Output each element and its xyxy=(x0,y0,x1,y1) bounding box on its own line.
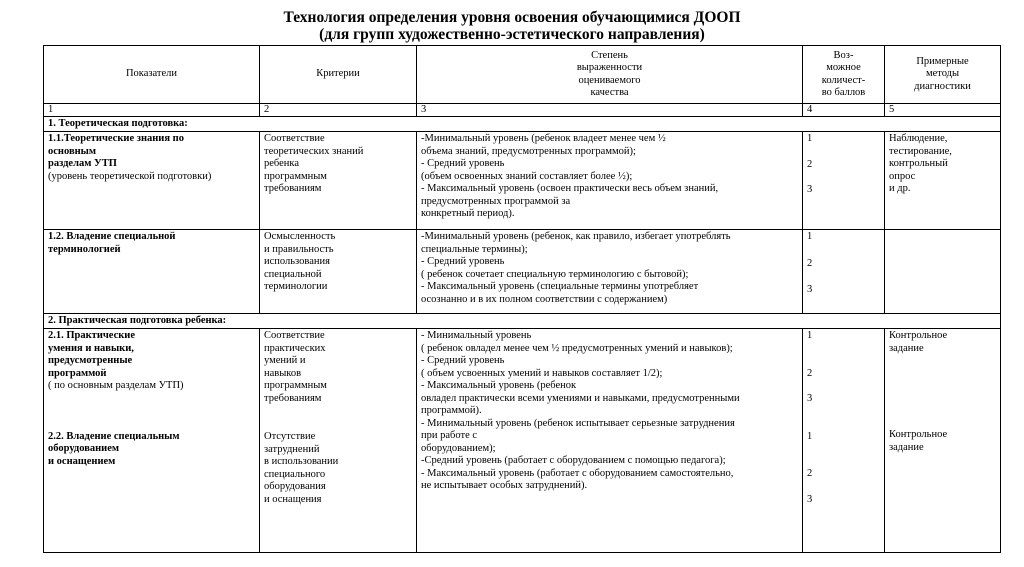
degree-line: предусмотренных программой за xyxy=(421,195,571,207)
methods-cell xyxy=(885,329,1001,553)
degree-line: - Средний уровень xyxy=(421,158,505,169)
column-number: 3 xyxy=(417,104,803,117)
title-line-2: (для групп художественно-эстетического направления) xyxy=(319,26,705,43)
indicator-note: (уровень теоретической подготовки) xyxy=(48,170,212,182)
score-value: 3 xyxy=(807,284,813,295)
criteria-line: использования xyxy=(264,256,330,267)
methods-cell xyxy=(885,230,1001,314)
degree-cell xyxy=(417,230,803,314)
section-practice-title: 2. Практическая подготовка ребенка: xyxy=(44,314,1001,329)
column-number: 5 xyxy=(885,104,1001,117)
methods-cell xyxy=(885,132,1001,230)
header-criteria: Критерии xyxy=(260,46,417,104)
methods-line: Контрольное xyxy=(889,429,948,440)
criteria-line: ребенка xyxy=(264,158,299,169)
score-value: 1 xyxy=(807,231,813,242)
header-indicators: Показатели xyxy=(44,46,260,104)
column-number: 4 xyxy=(803,104,885,117)
degree-line: объема знаний, предусмотренных программой); xyxy=(421,145,636,157)
degree-line: при работе с xyxy=(421,430,478,441)
indicator-cell xyxy=(44,132,260,230)
column-number-row xyxy=(44,104,1001,117)
criteria-line: теоретических знаний xyxy=(264,145,364,157)
criteria-line: специального xyxy=(264,468,326,480)
criteria-line: и правильность xyxy=(264,243,334,255)
degree-line: ( ребенок овладел менее чем ½ предусмотренных умений и навыков); xyxy=(421,342,733,354)
column-number: 1 xyxy=(44,104,260,117)
methods-line: опрос xyxy=(889,170,916,182)
header-points xyxy=(803,46,885,104)
degree-line: оборудованием); xyxy=(421,442,496,454)
criteria-cell xyxy=(260,132,417,230)
degree-line: - Максимальный уровень (работает с оборудованием самостоятельно, xyxy=(421,467,734,479)
indicator-line: программой xyxy=(48,367,107,379)
degree-line: - Минимальный уровень xyxy=(421,330,532,341)
criteria-line: навыков xyxy=(264,367,302,379)
document-title xyxy=(0,0,1024,43)
score-value: 2 xyxy=(807,468,813,479)
criteria-line: в использовании xyxy=(264,456,339,467)
header-methods xyxy=(885,46,1001,104)
score-value: 1 xyxy=(807,430,813,442)
degree-line: ( объем усвоенных умений и навыков составляет 1/2); xyxy=(421,367,663,379)
indicator-line: разделам УТП xyxy=(48,158,117,169)
degree-line: (объем освоенных знаний составляет более ½); xyxy=(421,170,633,182)
methods-line: тестирование, xyxy=(889,145,952,157)
criteria-line: Отсутствие xyxy=(264,431,316,442)
score-cell xyxy=(803,230,885,314)
degree-line: не испытывает особых затруднений). xyxy=(421,480,588,491)
indicator-line: 2.1. Практические xyxy=(48,330,136,341)
indicator-cell xyxy=(44,230,260,314)
degree-line: - Средний уровень xyxy=(421,256,505,267)
criteria-cell xyxy=(260,329,417,553)
assessment-table xyxy=(43,45,1001,553)
header-degree xyxy=(417,46,803,104)
criteria-line: практических xyxy=(264,342,326,354)
criteria-line: затруднений xyxy=(264,443,320,455)
indicator-line: 1.2. Владение специальной xyxy=(48,231,176,242)
header-points-line: Воз- xyxy=(833,49,854,61)
indicator-note: ( по основным разделам УТП) xyxy=(48,380,184,391)
criteria-line: терминологии xyxy=(264,281,328,292)
table-row xyxy=(44,132,1001,230)
degree-line: - Максимальный уровень (специальные термины употребляет xyxy=(421,281,699,292)
indicator-cell xyxy=(44,329,260,553)
criteria-line: и оснащения xyxy=(264,493,322,505)
score-value: 3 xyxy=(807,184,813,195)
criteria-line: требованиям xyxy=(264,392,322,404)
header-degree-line: Степень xyxy=(591,49,628,61)
degree-line: конкретный период). xyxy=(421,208,515,219)
degree-line: - Максимальный уровень (освоен практически весь объем знаний, xyxy=(421,183,719,194)
header-row xyxy=(44,46,1001,104)
header-points-line: во баллов xyxy=(821,87,866,98)
indicator-line: предусмотренные xyxy=(48,355,133,366)
degree-line: ( ребенок сочетает специальную терминологию с бытовой); xyxy=(421,268,689,280)
degree-line: специальные термины); xyxy=(421,243,528,255)
header-points-line: можное xyxy=(826,62,861,73)
title-line-1: Технология определения уровня освоения обучающимися ДООП xyxy=(283,9,741,26)
score-value: 2 xyxy=(807,158,813,170)
indicator-line: умения и навыки, xyxy=(48,342,134,354)
header-degree-line: оцениваемого xyxy=(578,74,641,86)
indicator-line: 1.1.Теоретические знания по xyxy=(48,133,184,144)
criteria-line: специальной xyxy=(264,268,322,280)
degree-line: - Средний уровень xyxy=(421,355,505,366)
criteria-line: умений и xyxy=(264,355,306,366)
column-number: 2 xyxy=(260,104,417,117)
methods-line: Контрольное xyxy=(889,330,948,341)
criteria-line: программным xyxy=(264,380,327,391)
score-value: 3 xyxy=(807,393,813,404)
header-methods-line: методы xyxy=(925,68,960,80)
criteria-line: Соответствие xyxy=(264,330,325,341)
score-value: 3 xyxy=(807,493,813,505)
header-points-line: количест- xyxy=(821,74,866,86)
indicator-line: 2.2. Владение специальным xyxy=(48,430,180,442)
criteria-line: требованиям xyxy=(264,183,322,194)
methods-line: Наблюдение, xyxy=(889,133,948,144)
methods-line: задание xyxy=(889,441,924,453)
degree-line: программой). xyxy=(421,405,482,416)
criteria-line: оборудования xyxy=(264,481,326,492)
indicator-line: основным xyxy=(48,145,97,157)
score-value: 1 xyxy=(807,133,813,144)
score-cell xyxy=(803,329,885,553)
indicator-line: оборудованием xyxy=(48,443,120,454)
section-theory-title: 1. Теоретическая подготовка: xyxy=(44,117,1001,132)
methods-line: и др. xyxy=(889,183,911,194)
degree-line: - Минимальный уровень (ребенок испытывает серьезные затруднения xyxy=(421,417,735,429)
indicator-line: и оснащением xyxy=(48,455,116,467)
degree-line: осознанно и в их полном соответствии с содержанием) xyxy=(421,293,668,305)
criteria-line: программным xyxy=(264,170,327,182)
table-row xyxy=(44,230,1001,314)
header-methods-line: Примерные xyxy=(916,55,969,67)
table-row xyxy=(44,329,1001,553)
criteria-cell xyxy=(260,230,417,314)
methods-line: задание xyxy=(889,342,924,354)
degree-cell xyxy=(417,132,803,230)
degree-line: овладел практически всеми умениями и навыками, предусмотренными xyxy=(421,392,740,404)
score-value: 2 xyxy=(807,367,813,379)
section-row-theory xyxy=(44,117,1001,132)
degree-cell xyxy=(417,329,803,553)
score-value: 2 xyxy=(807,257,813,269)
criteria-line: Соответствие xyxy=(264,133,325,144)
degree-line: -Минимальный уровень (ребенок владеет менее чем ½ xyxy=(421,133,666,144)
section-row-practice xyxy=(44,314,1001,329)
degree-line: - Максимальный уровень (ребенок xyxy=(421,380,577,391)
criteria-line: Осмысленность xyxy=(264,231,336,242)
degree-line: -Минимальный уровень (ребенок, как правило, избегает употреблять xyxy=(421,231,731,242)
header-degree-line: выраженности xyxy=(576,62,643,73)
header-methods-line: диагностики xyxy=(914,80,971,92)
header-degree-line: качества xyxy=(590,87,629,98)
indicator-line: терминологией xyxy=(48,243,121,255)
methods-line: контрольный xyxy=(889,158,948,169)
degree-line: -Средний уровень (работает с оборудованием с помощью педагога); xyxy=(421,455,726,466)
score-value: 1 xyxy=(807,330,813,341)
score-cell xyxy=(803,132,885,230)
